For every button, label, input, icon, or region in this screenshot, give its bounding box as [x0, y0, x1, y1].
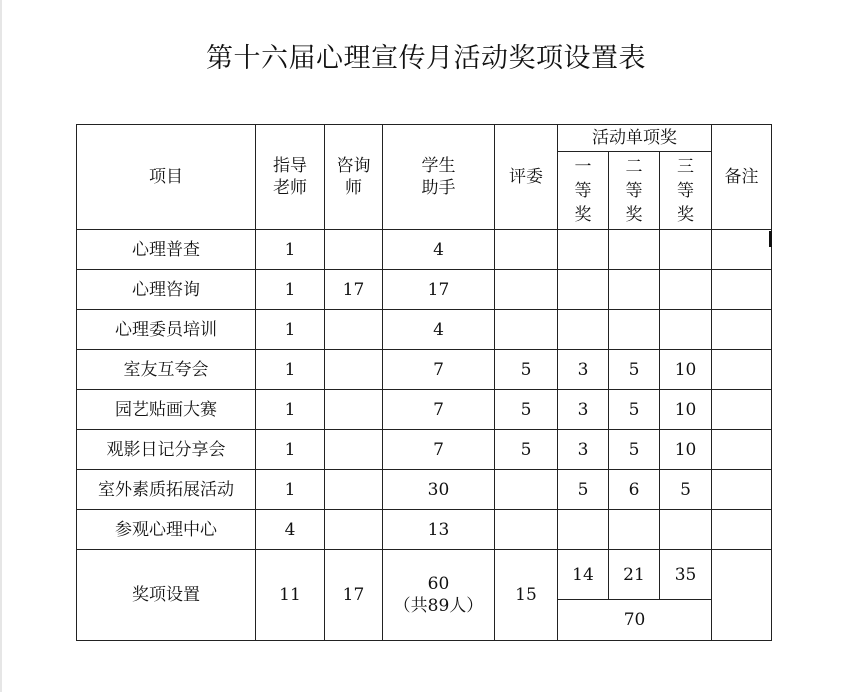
cell-first: 5	[558, 470, 609, 510]
cell-second: 5	[609, 430, 660, 470]
cell-counselor	[325, 430, 383, 470]
cell-assistant: 7	[383, 390, 495, 430]
cell-judge: 5	[495, 350, 558, 390]
summary-row	[77, 550, 772, 600]
cell-judge	[495, 230, 558, 270]
cell-counselor	[325, 310, 383, 350]
cell-teacher: 1	[256, 350, 325, 390]
page-title: 第十六届心理宣传月活动奖项设置表	[206, 43, 646, 74]
header-third-char2: 等	[677, 180, 695, 201]
header-item: 项目	[77, 125, 256, 230]
header-first-char2: 等	[574, 180, 592, 201]
cell-first	[558, 270, 609, 310]
cell-second: 6	[609, 470, 660, 510]
table-row	[77, 230, 772, 270]
cell-judge	[495, 470, 558, 510]
cell-third	[660, 510, 712, 550]
cell-remark	[712, 390, 772, 430]
cell-first	[558, 230, 609, 270]
header-second-prize	[609, 152, 660, 230]
summary-second: 21	[609, 550, 660, 600]
cell-first: 3	[558, 430, 609, 470]
cell-counselor	[325, 390, 383, 430]
cell-second	[609, 230, 660, 270]
cell-item: 心理咨询	[77, 270, 256, 310]
cell-assistant: 13	[383, 510, 495, 550]
cell-counselor	[325, 470, 383, 510]
cell-item: 室外素质拓展活动	[77, 470, 256, 510]
summary-remark	[712, 550, 772, 641]
cell-first: 3	[558, 390, 609, 430]
cell-judge: 5	[495, 430, 558, 470]
cell-teacher: 1	[256, 310, 325, 350]
cell-third: 10	[660, 390, 712, 430]
cell-third	[660, 310, 712, 350]
summary-item: 奖项设置	[77, 550, 256, 641]
cell-teacher: 1	[256, 270, 325, 310]
header-second-char2: 等	[625, 180, 643, 201]
cell-assistant: 17	[383, 270, 495, 310]
table-row	[77, 470, 772, 510]
cell-first	[558, 510, 609, 550]
cell-item: 参观心理中心	[77, 510, 256, 550]
cell-remark	[712, 430, 772, 470]
cell-teacher: 1	[256, 470, 325, 510]
header-first-char3: 奖	[574, 204, 592, 225]
header-assistant-line2: 助手	[421, 178, 456, 198]
summary-assistant	[383, 550, 495, 641]
margin-mark	[769, 231, 772, 247]
page-edge	[0, 0, 2, 692]
cell-third: 10	[660, 430, 712, 470]
cell-second: 5	[609, 390, 660, 430]
header-first-char1: 一	[574, 156, 592, 177]
summary-third: 35	[660, 550, 712, 600]
table-row	[77, 430, 772, 470]
cell-item: 室友互夸会	[77, 350, 256, 390]
cell-item: 观影日记分享会	[77, 430, 256, 470]
summary-assistant-note: （共89人）	[393, 596, 484, 616]
summary-assistant-value: 60	[427, 574, 450, 594]
header-assistant-line1: 学生	[421, 156, 456, 176]
cell-remark	[712, 350, 772, 390]
cell-assistant: 7	[383, 350, 495, 390]
cell-second	[609, 510, 660, 550]
cell-counselor	[325, 510, 383, 550]
cell-third	[660, 270, 712, 310]
cell-remark	[712, 470, 772, 510]
summary-first: 14	[558, 550, 609, 600]
cell-first: 3	[558, 350, 609, 390]
award-table	[76, 124, 772, 641]
cell-judge	[495, 310, 558, 350]
cell-counselor	[325, 350, 383, 390]
table-row	[77, 510, 772, 550]
cell-first	[558, 310, 609, 350]
cell-judge	[495, 270, 558, 310]
cell-counselor	[325, 230, 383, 270]
header-third-char3: 奖	[677, 204, 695, 225]
header-judge: 评委	[495, 125, 558, 230]
cell-remark	[712, 510, 772, 550]
header-counselor-line1: 咨询	[336, 156, 371, 176]
table-row	[77, 350, 772, 390]
cell-judge	[495, 510, 558, 550]
summary-prize-total: 70	[558, 600, 712, 641]
header-remark: 备注	[712, 125, 772, 230]
header-prize-group: 活动单项奖	[558, 125, 712, 152]
cell-remark	[712, 270, 772, 310]
cell-teacher: 1	[256, 390, 325, 430]
summary-teacher: 11	[256, 550, 325, 641]
cell-item: 心理委员培训	[77, 310, 256, 350]
cell-second: 5	[609, 350, 660, 390]
header-assistant	[383, 125, 495, 230]
cell-third	[660, 230, 712, 270]
header-teacher	[256, 125, 325, 230]
cell-assistant: 7	[383, 430, 495, 470]
cell-teacher: 4	[256, 510, 325, 550]
header-second-char1: 二	[625, 156, 643, 177]
header-second-char3: 奖	[625, 204, 643, 225]
header-counselor	[325, 125, 383, 230]
cell-teacher: 1	[256, 430, 325, 470]
cell-counselor: 17	[325, 270, 383, 310]
cell-remark	[712, 230, 772, 270]
summary-judge: 15	[495, 550, 558, 641]
header-teacher-line1: 指导	[273, 156, 307, 176]
cell-assistant: 4	[383, 310, 495, 350]
cell-teacher: 1	[256, 230, 325, 270]
cell-item: 心理普查	[77, 230, 256, 270]
cell-second	[609, 310, 660, 350]
header-counselor-line2: 师	[345, 178, 362, 198]
cell-remark	[712, 310, 772, 350]
cell-third: 10	[660, 350, 712, 390]
table-row	[77, 270, 772, 310]
header-first-prize	[558, 152, 609, 230]
cell-item: 园艺贴画大赛	[77, 390, 256, 430]
cell-third: 5	[660, 470, 712, 510]
header-teacher-line2: 老师	[273, 178, 307, 198]
cell-assistant: 30	[383, 470, 495, 510]
summary-counselor: 17	[325, 550, 383, 641]
header-third-char1: 三	[677, 156, 695, 177]
cell-judge: 5	[495, 390, 558, 430]
cell-assistant: 4	[383, 230, 495, 270]
table-row	[77, 310, 772, 350]
cell-second	[609, 270, 660, 310]
header-third-prize	[660, 152, 712, 230]
table-row	[77, 390, 772, 430]
